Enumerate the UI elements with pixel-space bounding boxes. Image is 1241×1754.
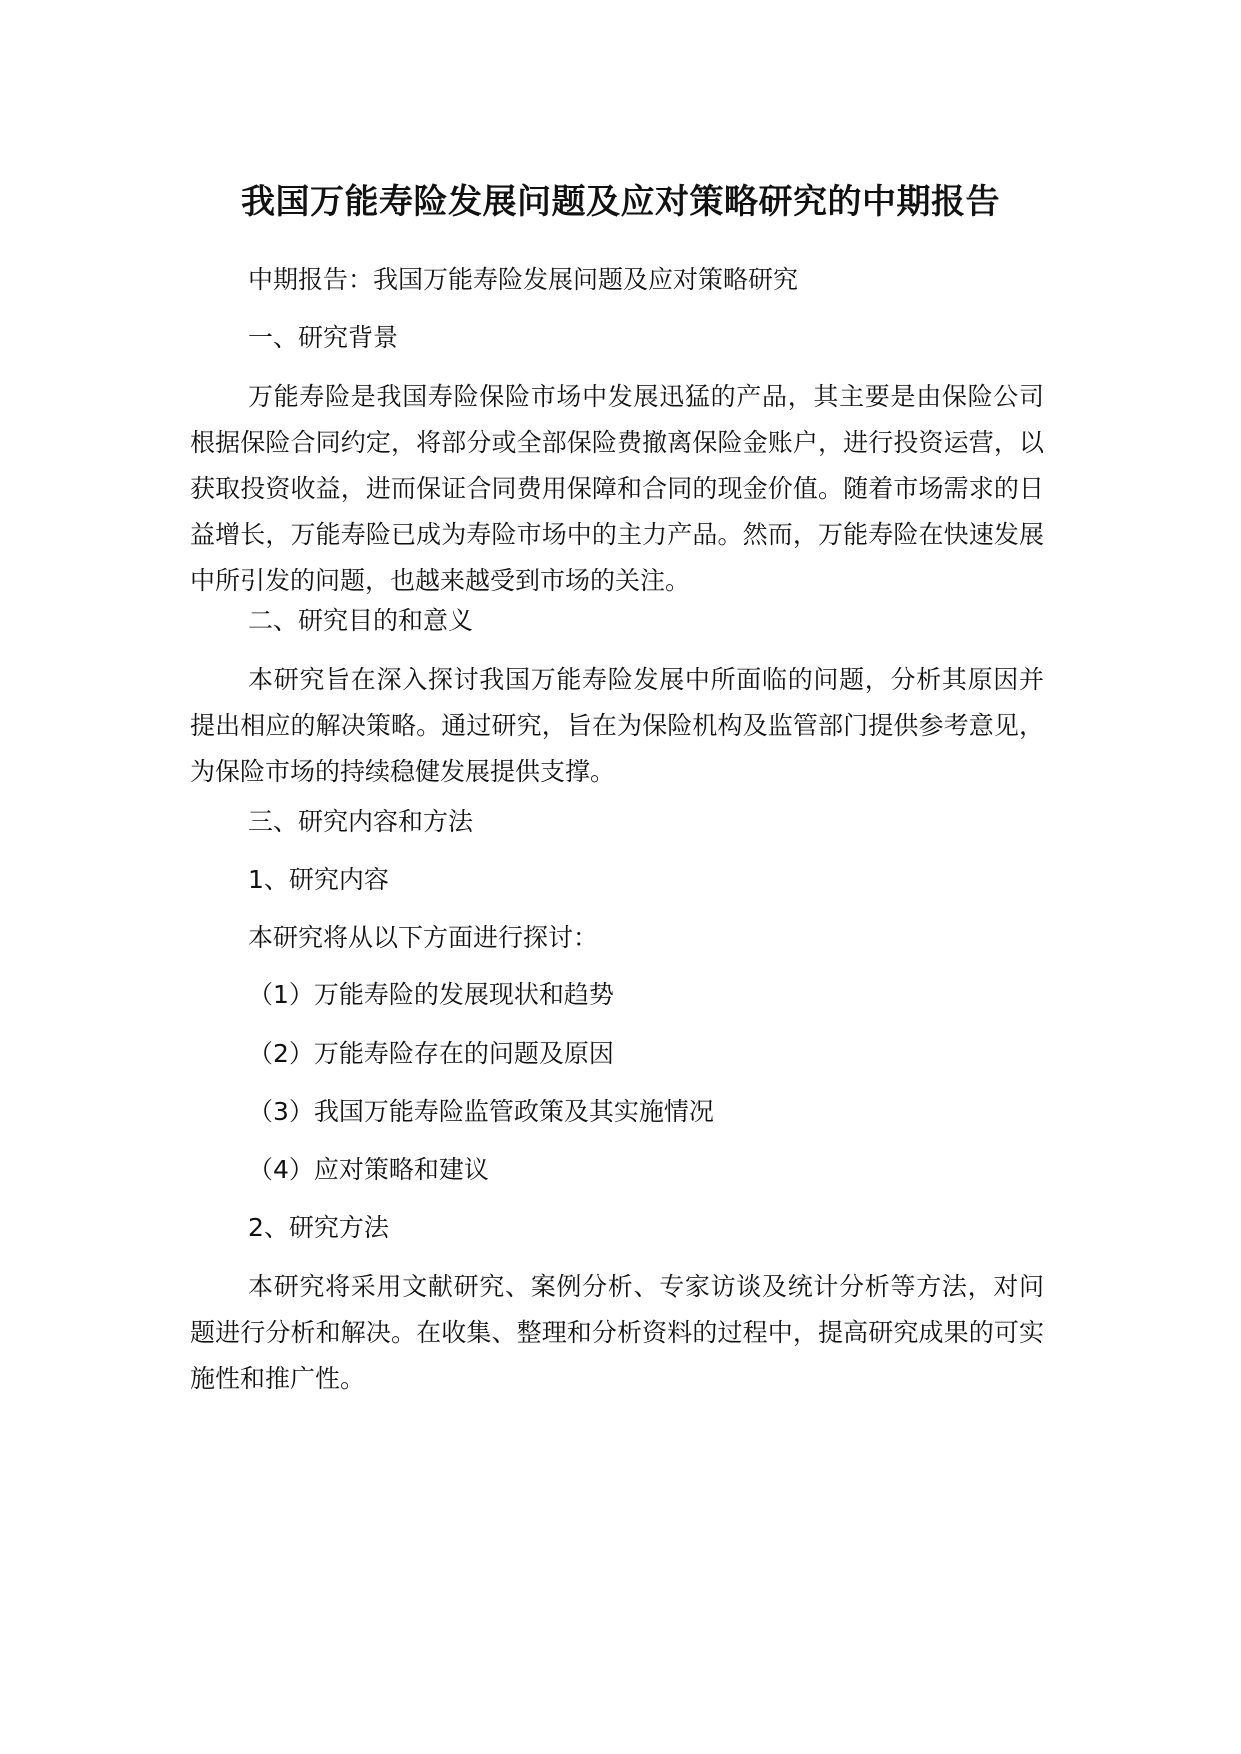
section-heading-purpose: 二、研究目的和意义	[248, 606, 474, 635]
list-item: （3）我国万能寿险监管政策及其实施情况	[248, 1097, 714, 1126]
paragraph-purpose: 本研究旨在深入探讨我国万能寿险发展中所面临的问题，分析其原因并提出相应的解决策略。通过研究，旨在为保险机构及监管部门提供参考意见，为保险市场的持续稳健发展提供支撑。	[190, 665, 1044, 786]
paragraph-background: 万能寿险是我国寿险保险市场中发展迅猛的产品，其主要是由保险公司根据保险合同约定，将部分或全部保险费撤离保险金账户，进行投资运营，以获取投资收益，进而保证合同费用保障和合同的现金价值。随着市场需求的日益增长，万能寿险已成为寿险市场中的主力产品。然而，万能寿险在快速发展中所引发的问题，也越来越受到市场的关注。	[190, 382, 1044, 595]
section-heading-background: 一、研究背景	[248, 323, 399, 352]
subheading-method: 2、研究方法	[248, 1213, 389, 1242]
subheading-content: 1、研究内容	[248, 865, 389, 894]
list-item: （1）万能寿险的发展现状和趋势	[248, 980, 614, 1009]
paragraph-method: 本研究将采用文献研究、案例分析、专家访谈及统计分析等方法，对问题进行分析和解决。在收集、整理和分析资料的过程中，提高研究成果的可实施性和推广性。	[190, 1272, 1044, 1393]
list-item: （2）万能寿险存在的问题及原因	[248, 1039, 614, 1068]
report-subtitle: 中期报告：我国万能寿险发展问题及应对策略研究	[248, 265, 799, 294]
section-heading-content-method: 三、研究内容和方法	[248, 807, 474, 836]
list-item: （4）应对策略和建议	[248, 1155, 489, 1184]
document-title: 我国万能寿险发展问题及应对策略研究的中期报告	[241, 182, 1000, 222]
content-intro: 本研究将从以下方面进行探讨：	[248, 923, 599, 952]
